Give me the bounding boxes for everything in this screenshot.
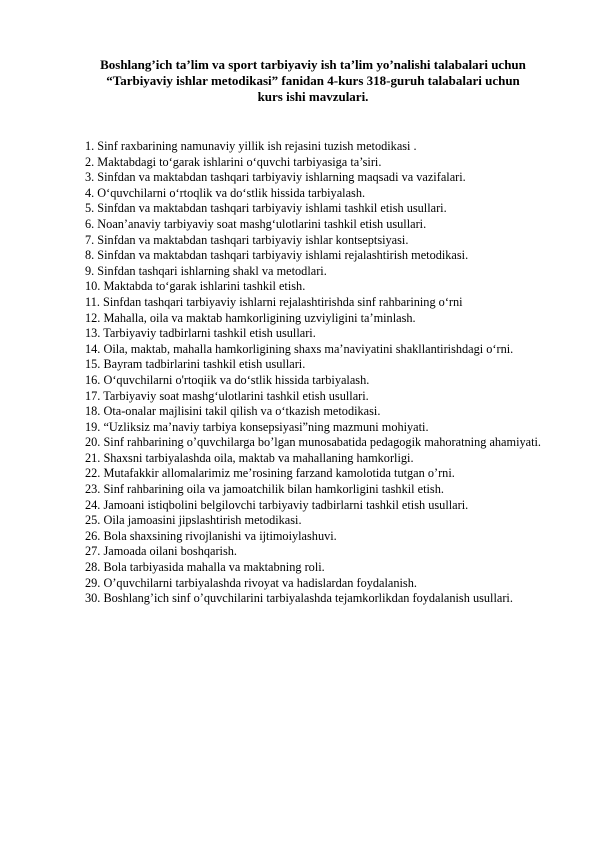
topic-item: 9. Sinfdan tashqari ishlarning shakl va metodlari. <box>85 263 327 278</box>
topic-item: 23. Sinf rahbarining oila va jamoatchilik bilan hamkorligini tashkil etish. <box>85 482 444 497</box>
topic-item: 14. Oila, maktab, mahalla hamkorligining shaxs ma’naviyatini shakllantirishdagi o‘rni. <box>85 341 514 356</box>
title-line-2: “Tarbiyaviy ishlar metodikasi” fanidan 4-kurs 318-guruh talabalari uchun <box>106 73 520 88</box>
topic-item: 22. Mutafakkir allomalarimiz me’rosining farzand kamolotida tutgan o’rni. <box>85 466 455 481</box>
topic-list <box>85 139 565 607</box>
topic-item: 10. Maktabda to‘garak ishlarini tashkil etish. <box>85 279 306 294</box>
topic-item: 1. Sinf raxbarining namunaviy yillik ish rejasini tuzish metodikasi . <box>85 139 417 153</box>
topic-item: 13. Tarbiyaviy tadbirlarni tashkil etish usullari. <box>85 326 316 341</box>
topic-item: 16. O‘quvchilarni o'rtoqiik va do‘stlik hissida tarbiyalash. <box>85 372 370 387</box>
topic-item: 2. Maktabdagi to‘garak ishlarini o‘quvchi tarbiyasiga ta’siri. <box>85 154 382 169</box>
topic-item: 17. Tarbiyaviy soat mashg‘ulotlarini tashkil etish usullari. <box>85 388 369 403</box>
topic-item: 8. Sinfdan va maktabdan tashqari tarbiyaviy ishlami rejalashtirish metodikasi. <box>85 248 469 263</box>
title-line-3: kurs ishi mavzulari. <box>257 89 369 104</box>
topic-item: 28. Bola tarbiyasida mahalla va maktabning roli. <box>85 560 325 575</box>
topic-item: 21. Shaxsni tarbiyalashda oila, maktab va mahallaning hamkorligi. <box>85 450 414 465</box>
topic-item: 27. Jamoada oilani boshqarish. <box>85 544 237 559</box>
topic-item: 24. Jamoani istiqbolini belgilovchi tarbiyaviy tadbirlarni tashkil etish usullari. <box>85 497 469 512</box>
topic-item: 6. Noan’anaviy tarbiyaviy soat mashg‘ulotlarini tashkil etish usullari. <box>85 216 427 231</box>
topic-item: 4. O‘quvchilarni o‘rtoqlik va do‘stlik hissida tarbiyalash. <box>85 185 366 200</box>
topic-item: 25. Oila jamoasini jipslashtirish metodikasi. <box>85 513 302 528</box>
topic-item: 12. Mahalla, oila va maktab hamkorligining uzviyligini ta’minlash. <box>85 310 416 325</box>
topic-item: 29. O’quvchilarni tarbiyalashda rivoyat va hadislardan foydalanish. <box>85 575 417 590</box>
document-title <box>60 57 566 105</box>
topic-item: 5. Sinfdan va maktabdan tashqari tarbiyaviy ishlami tashkil etish usullari. <box>85 201 447 216</box>
topic-item: 15. Bayram tadbirlarini tashkil etish usullari. <box>85 357 306 372</box>
topic-item: 26. Bola shaxsining rivojlanishi va ijtimoiylashuvi. <box>85 528 337 543</box>
topic-item: 18. Ota-onalar majlisini takil qilish va o‘tkazish metodikasi. <box>85 404 381 419</box>
topic-item: 7. Sinfdan va maktabdan tashqari tarbiyaviy ishlar kontseptsiyasi. <box>85 232 409 247</box>
topic-item: 19. “Uzliksiz ma’naviy tarbiya konsepsiyasi”ning mazmuni mohiyati. <box>85 419 429 434</box>
topic-item: 11. Sinfdan tashqari tarbiyaviy ishlarni rejalashtirishda sinf rahbarining o‘rni <box>85 294 463 309</box>
title-line-1: Boshlang’ich ta’lim va sport tarbiyaviy ish ta’lim yo’nalishi talabalari uchun <box>100 57 526 72</box>
topic-item: 3. Sinfdan va maktabdan tashqari tarbiyaviy ishlarning maqsadi va vazifalari. <box>85 170 466 185</box>
topic-item: 20. Sinf rahbarining o’quvchilarga bo’lgan munosabatida pedagogik mahoratning ahamiyati. <box>85 435 542 450</box>
topic-item: 30. Boshlang’ich sinf o’quvchilarini tarbiyalashda tejamkorlikdan foydalanish usullari. <box>85 591 513 606</box>
